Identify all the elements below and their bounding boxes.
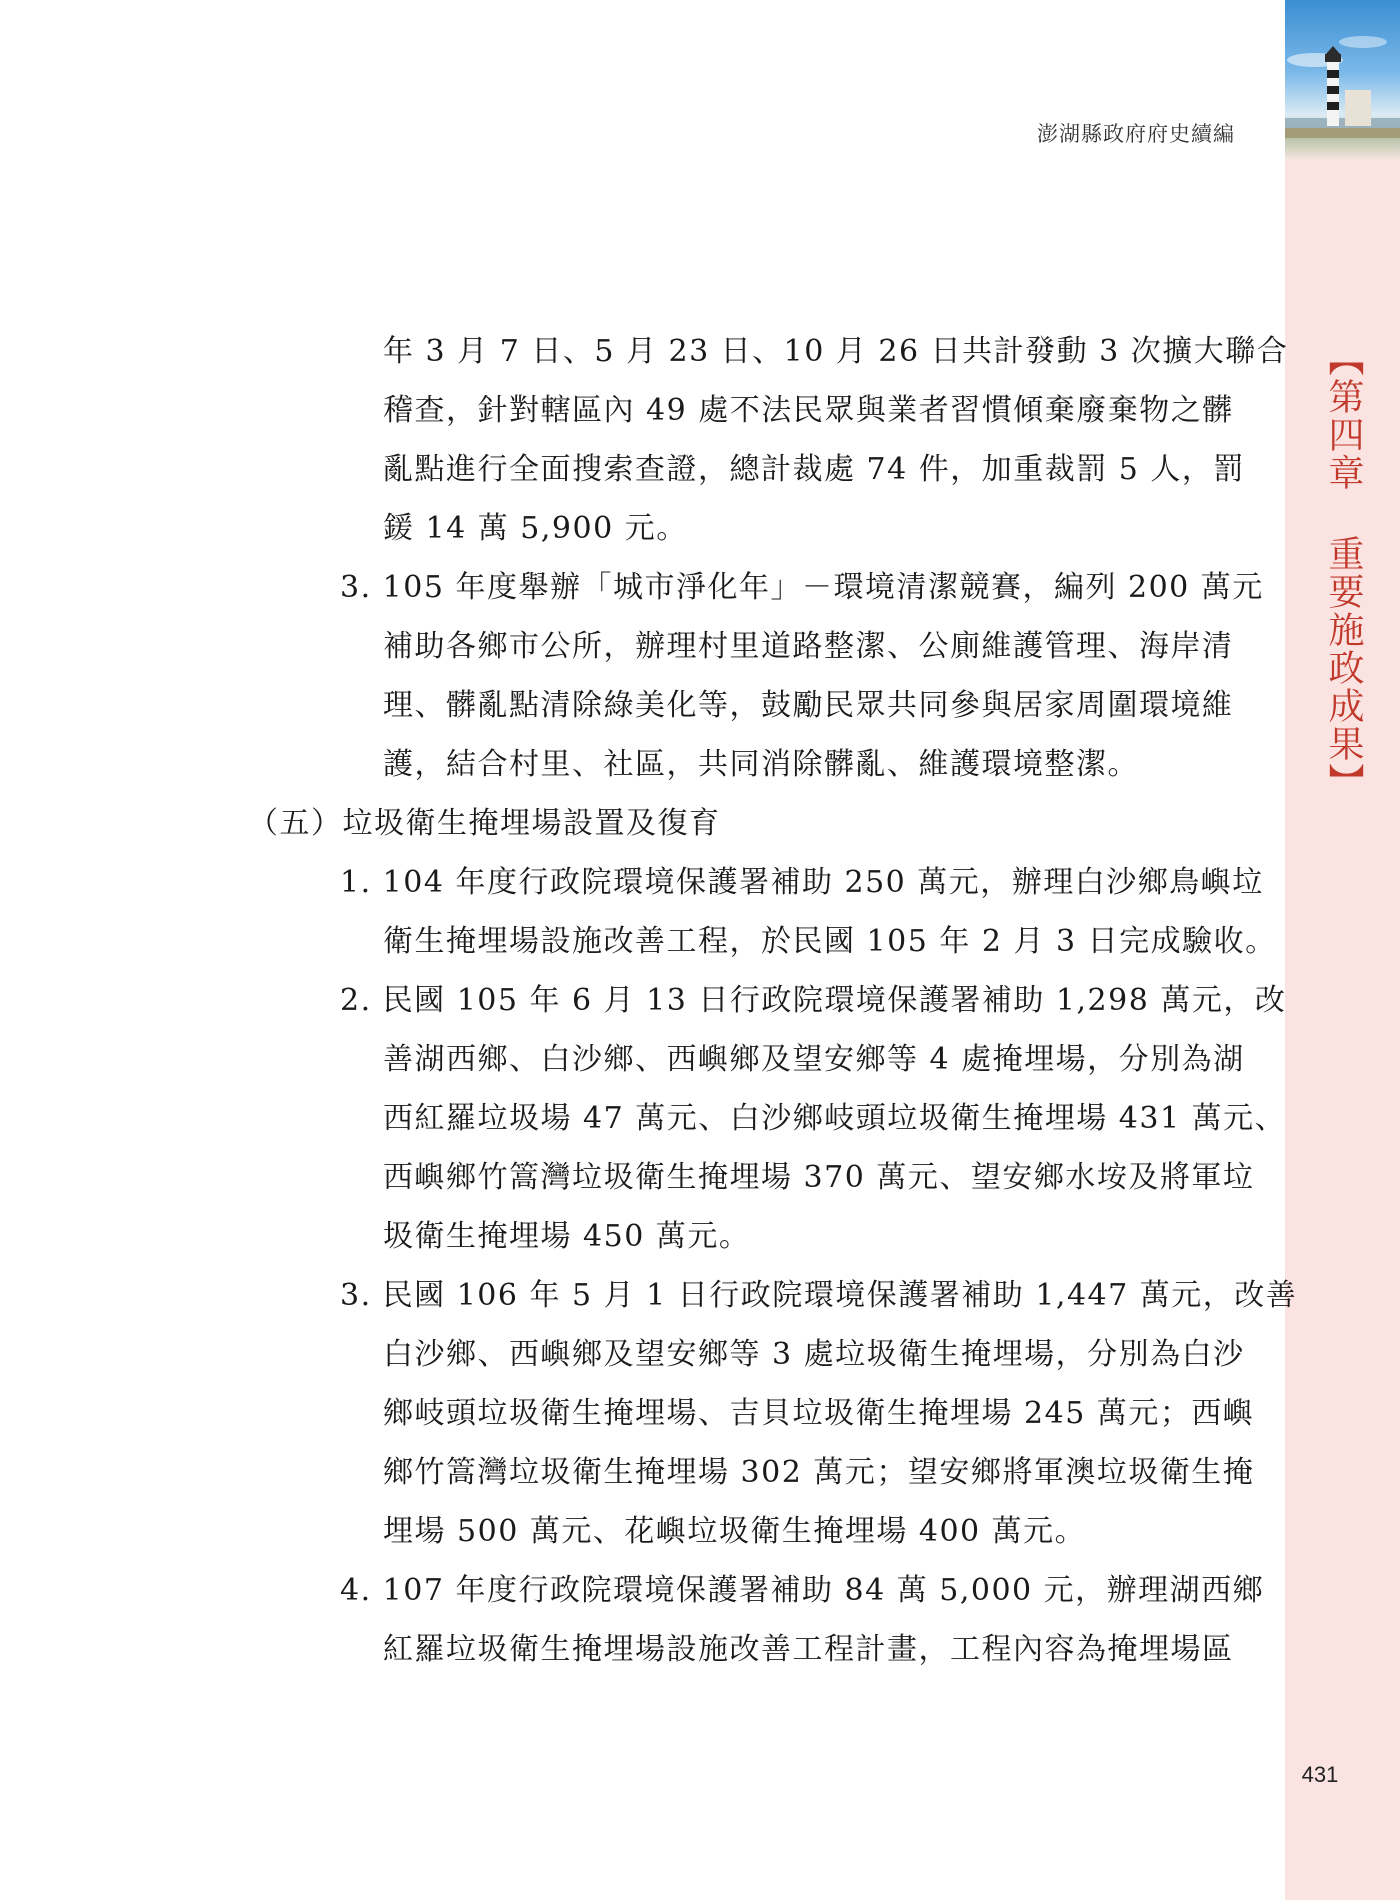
list-item-2: 2. 民國 105 年 6 月 13 日行政院環境保護署補助 1,298 萬元，改 xyxy=(340,983,1287,1018)
list-item-4: 4. 107 年度行政院環境保護署補助 84 萬 5,000 元，辦理湖西鄉 xyxy=(340,1573,1265,1608)
text-line: 圾衛生掩埋場 450 萬元。 xyxy=(383,1219,751,1254)
text-line: 補助各鄉市公所，辦理村里道路整潔、公廁維護管理、海岸清 xyxy=(383,629,1234,664)
list-item-3: 3. 民國 106 年 5 月 1 日行政院環境保護署補助 1,447 萬元，改善 xyxy=(340,1278,1298,1313)
text-line: 理、髒亂點清除綠美化等，鼓勵民眾共同參與居家周圍環境維 xyxy=(383,688,1234,723)
chapter-side-band xyxy=(1285,0,1400,1900)
text-line: 鄉岐頭垃圾衛生掩埋場、吉貝垃圾衛生掩埋場 245 萬元；西嶼 xyxy=(383,1396,1255,1431)
lighthouse-icon xyxy=(1285,0,1400,160)
text-line: 衛生掩埋場設施改善工程，於民國 105 年 2 月 3 日完成驗收。 xyxy=(383,924,1277,959)
text-line: 善湖西鄉、白沙鄉、西嶼鄉及望安鄉等 4 處掩埋場，分別為湖 xyxy=(383,1042,1245,1077)
text-line: 稽查，針對轄區內 49 處不法民眾與業者習慣傾棄廢棄物之髒 xyxy=(383,393,1234,428)
text-line: 埋場 500 萬元、花嶼垃圾衛生掩埋場 400 萬元。 xyxy=(383,1514,1087,1549)
text-line: 年 3 月 7 日、5 月 23 日、10 月 26 日共計發動 3 次擴大聯合 xyxy=(383,334,1289,369)
running-header: 澎湖縣政府府史續編 xyxy=(1037,122,1235,146)
lighthouse-photo xyxy=(1285,0,1400,160)
text-line: 鍰 14 萬 5,900 元。 xyxy=(383,511,688,546)
text-line: 亂點進行全面搜索查證，總計裁處 74 件，加重裁罰 5 人，罰 xyxy=(383,452,1245,487)
list-item-3: 3. 105 年度舉辦「城市淨化年」－環境清潔競賽，編列 200 萬元 xyxy=(340,570,1264,605)
list-item-1: 1. 104 年度行政院環境保護署補助 250 萬元，辦理白沙鄉鳥嶼垃 xyxy=(340,865,1264,900)
text-line: 白沙鄉、西嶼鄉及望安鄉等 3 處垃圾衛生掩埋場，分別為白沙 xyxy=(383,1337,1245,1372)
text-line: 紅羅垃圾衛生掩埋場設施改善工程計畫，工程內容為掩埋場區 xyxy=(383,1632,1234,1667)
text-line: 護，結合村里、社區，共同消除髒亂、維護環境整潔。 xyxy=(383,747,1139,782)
text-line: 西嶼鄉竹篙灣垃圾衛生掩埋場 370 萬元、望安鄉水垵及將軍垃 xyxy=(383,1160,1255,1195)
page-number: 431 xyxy=(1301,1762,1339,1787)
chapter-tab: 【第四章 重要施政成果】 xyxy=(1323,340,1364,801)
section-heading: （五）垃圾衛生掩埋場設置及復育 xyxy=(248,806,721,841)
text-line: 鄉竹篙灣垃圾衛生掩埋場 302 萬元；望安鄉將軍澳垃圾衛生掩 xyxy=(383,1455,1255,1490)
text-line: 西紅羅垃圾場 47 萬元、白沙鄉岐頭垃圾衛生掩埋場 431 萬元、 xyxy=(383,1101,1287,1136)
